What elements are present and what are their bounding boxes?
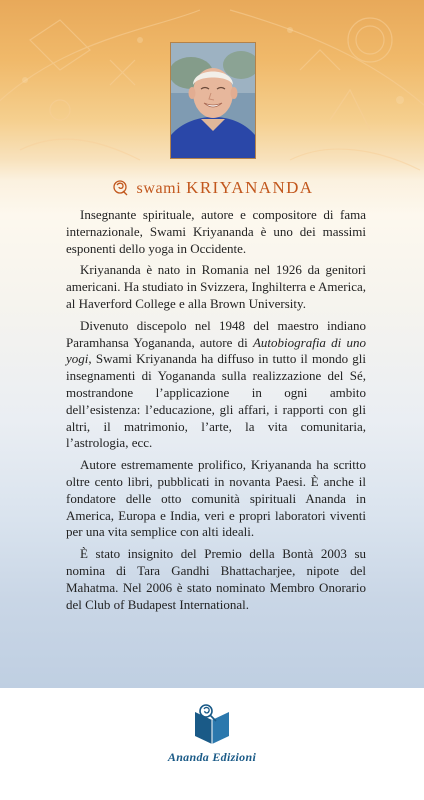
bio-text: , Swami Kriyananda ha diffuso in tutto il mondo gli insegnamenti di Yogananda sulla realizzazione del Sé, mostrandone l’applicazione in ogni ambito dell’esistenza: l’educazione, gli affari, i rapporti con gli altri, il matrimonio, l’arte, la vita comunitaria, l’astrologia, ecc. bbox=[66, 351, 366, 451]
author-photo bbox=[170, 42, 256, 159]
bio-paragraph: È stato insignito del Premio della Bontà 2003 su nomina di Tara Gandhi Bhattacharjee, nipote del Mahatma. Nel 2006 è stato nominato Membro Onorario del Club of Budapest International. bbox=[66, 546, 366, 612]
ananda-book-logo-icon bbox=[193, 702, 231, 746]
bio-text: Divenuto discepolo nel 1948 del maestro indiano Paramhansa Yogananda, autore di bbox=[66, 317, 366, 350]
author-last-name: KRIYANANDA bbox=[186, 178, 314, 197]
book-title: Autobiografia di uno yogi bbox=[66, 334, 366, 367]
author-name bbox=[0, 177, 424, 198]
bio-paragraph bbox=[66, 318, 366, 452]
bio-paragraph: Insegnante spirituale, autore e compositore di fama internazionale, Swami Kriyananda è uno dei massimi esponenti dello yoga in Occidente. bbox=[66, 207, 366, 256]
author-first-name: swami bbox=[136, 180, 182, 197]
kriyananda-logo-icon bbox=[111, 177, 131, 197]
author-biography bbox=[66, 207, 366, 618]
bio-paragraph: Kriyananda è nato in Romania nel 1926 da genitori americani. Ha studiato in Svizzera, Inghilterra e America, al Haverford College e alla Brown University. bbox=[66, 262, 366, 311]
bio-paragraph: Autore estremamente prolifico, Kriyananda ha scritto oltre cento libri, pubblicati in novanta Paesi. È anche il fondatore delle otto comunità spirituali Ananda in America, Europa e India, veri e propri laboratori viventi per una vita semplice con alti ideali. bbox=[66, 457, 366, 540]
publisher-name: Ananda Edizioni bbox=[167, 750, 257, 764]
